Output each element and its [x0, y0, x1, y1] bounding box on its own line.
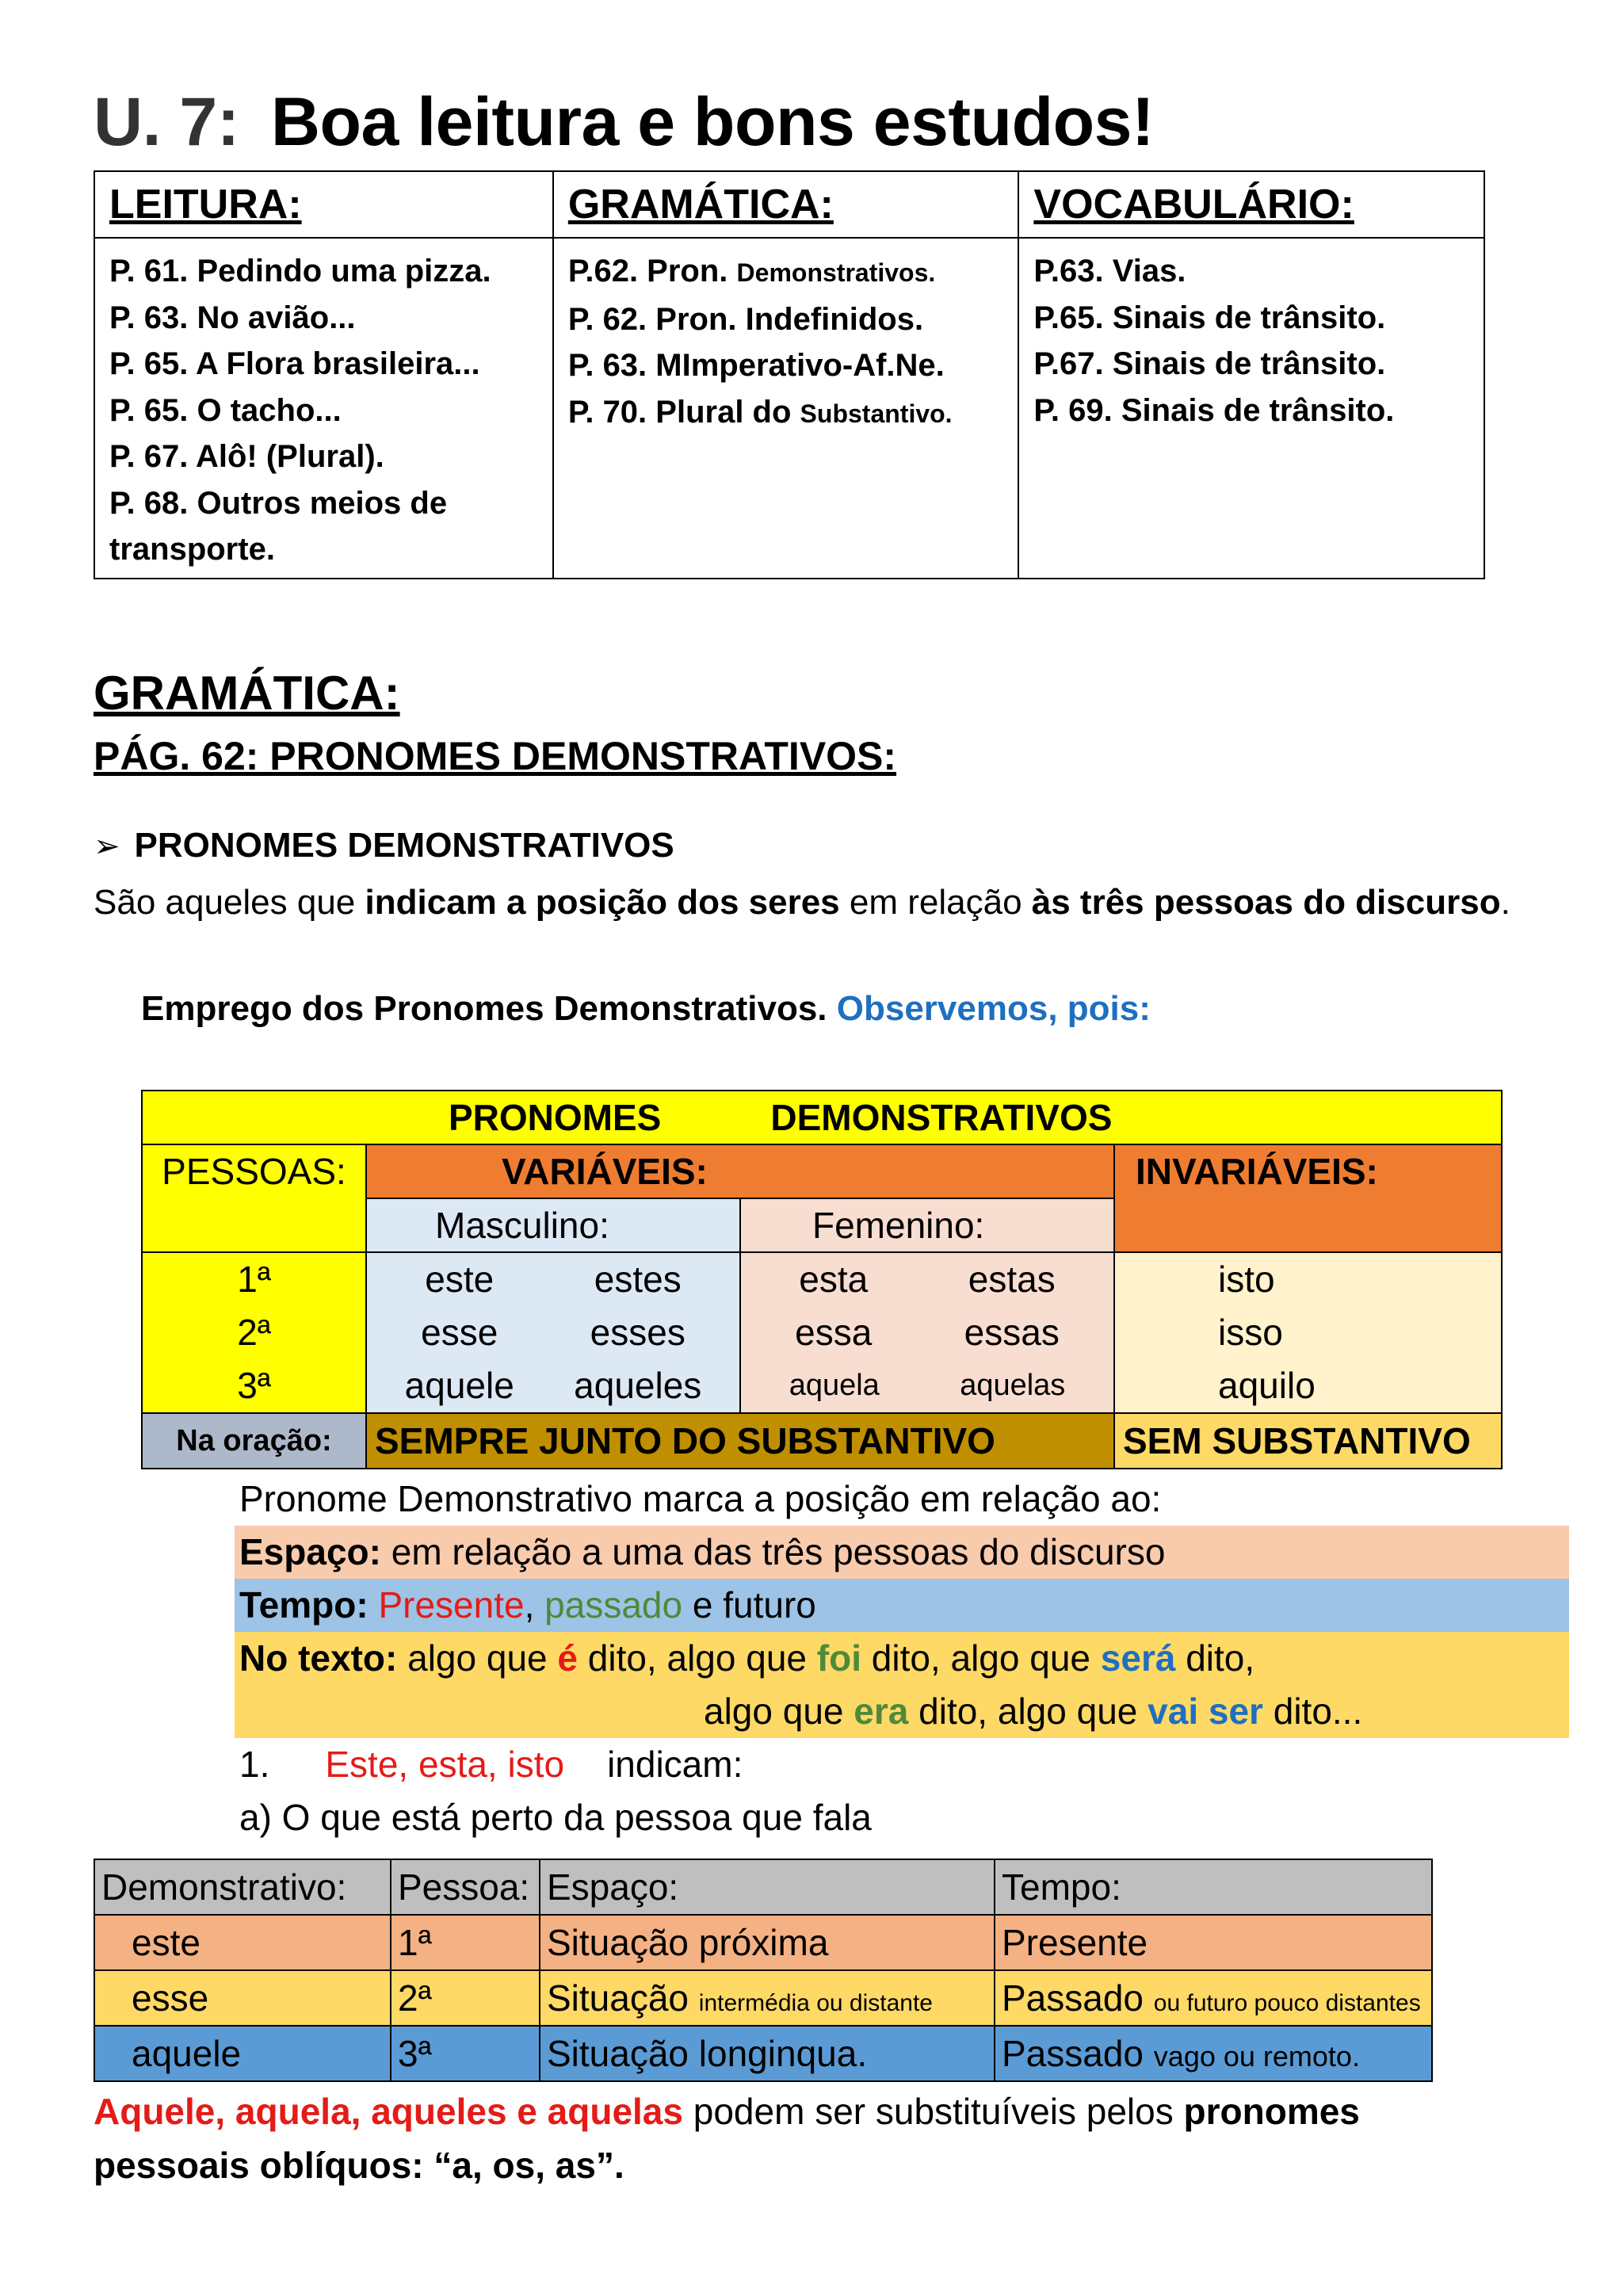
sem-substantivo: SEM SUBSTANTIVO: [1114, 1413, 1502, 1469]
marca-line: Pronome Demonstrativo marca a posição em relação ao:: [239, 1478, 1162, 1519]
arrow-bullet-icon: ➢: [94, 829, 120, 864]
unit-label: U. 7:: [94, 84, 239, 160]
list-item: P. 61. Pedindo uma pizza.: [109, 254, 491, 288]
variaveis-header: VARIÁVEIS:: [366, 1144, 1114, 1198]
list-item: P.67. Sinais de trânsito.: [1033, 346, 1386, 381]
persons-cell: 1ª 2ª 3ª: [142, 1252, 366, 1413]
section-heading: GRAMÁTICA:: [94, 667, 400, 720]
demonstrativos-table: [141, 1090, 1503, 1469]
list-item: P. 65. O tacho...: [109, 392, 342, 428]
col-header-vocabulario: VOCABULÁRIO:: [1018, 171, 1484, 238]
col-header-gramatica: GRAMÁTICA:: [553, 171, 1019, 238]
list-item: P. 65. A Flora brasileira...: [109, 346, 480, 381]
final-note: Aquele, aquela, aqueles e aquelas podem ser substituíveis pelos pronomes pessoais oblíquos: “a, os, as”.: [94, 2091, 1360, 2186]
header-espaco: Espaço:: [540, 1859, 995, 1915]
leitura-list: [94, 238, 553, 579]
table-row: aquele 3ª Situação longinqua. Passado vago ou remoto.: [94, 2026, 1432, 2081]
header-demonstrativo: Demonstrativo:: [94, 1859, 391, 1915]
vocabulario-list: [1018, 238, 1484, 579]
list-item: P. 63. MImperativo-Af.Ne.: [567, 348, 945, 383]
femenino-cell: esta estas essa essas aquela aquelas: [740, 1252, 1114, 1413]
texto-line: No texto: algo que é dito, algo que foi dito, algo que será dito, algo que era dito, algo que vai ser dito...: [235, 1632, 1569, 1738]
masculino-cell: este estes esse esses aquele aqueles: [366, 1252, 740, 1413]
invariaveis-cell: isto isso aquilo: [1114, 1252, 1502, 1413]
gramatica-list: [553, 238, 1019, 579]
table-row: esse 2ª Situação intermédia ou distante Passado ou futuro pouco distantes: [94, 1970, 1432, 2026]
table-row: este 1ª Situação próxima Presente: [94, 1915, 1432, 1970]
list-item: P.62. Pron. Demonstrativos.: [567, 254, 936, 288]
page-title: [94, 83, 1154, 162]
na-oracao-label: Na oração:: [142, 1413, 366, 1469]
header-tempo: Tempo:: [995, 1859, 1432, 1915]
list-item: P. 69. Sinais de trânsito.: [1033, 392, 1395, 428]
tempo-table: [94, 1859, 1433, 2082]
definition-paragraph: São aqueles que indicam a posição dos seres em relação às três pessoas do discurso.: [94, 883, 1510, 922]
item-a: a) O que está perto da pessoa que fala: [239, 1797, 872, 1838]
col-header-leitura: LEITURA:: [94, 171, 553, 238]
tempo-line: Tempo: Presente, passado e futuro: [235, 1579, 1569, 1632]
espaco-line: Espaço: em relação a uma das três pessoas do discurso: [235, 1526, 1569, 1579]
title-text: Boa leitura e bons estudos!: [270, 84, 1155, 160]
list-item: P. 63. No avião...: [109, 300, 356, 335]
list-item: P. 70. Plural do Substantivo.: [567, 394, 953, 430]
header-pessoa: Pessoa:: [391, 1859, 540, 1915]
masculino-header: Masculino:: [366, 1198, 740, 1252]
bullet-heading: ➢ PRONOMES DEMONSTRATIVOS: [94, 826, 674, 865]
invariaveis-header: INVARIÁVEIS:: [1114, 1144, 1502, 1252]
page-heading: PÁG. 62: PRONOMES DEMONSTRATIVOS:: [94, 734, 897, 778]
list-item: P.63. Vias.: [1033, 254, 1186, 288]
list-item: P.65. Sinais de trânsito.: [1033, 300, 1386, 335]
pessoas-header: PESSOAS:: [142, 1144, 366, 1252]
list-item: P. 68. Outros meios de transporte.: [109, 485, 448, 567]
junto-substantivo: SEMPRE JUNTO DO SUBSTANTIVO: [366, 1413, 1114, 1469]
list-item: P. 67. Alô! (Plural).: [109, 439, 384, 474]
list-item: P. 62. Pron. Indefinidos.: [567, 301, 924, 337]
femenino-header: Femenino:: [740, 1198, 1114, 1252]
item-1: 1. Este, esta, isto indicam:: [239, 1744, 743, 1785]
emprego-line: Emprego dos Pronomes Demonstrativos. Observemos, pois:: [141, 989, 1151, 1028]
table-title: PRONOMES DEMONSTRATIVOS: [142, 1091, 1502, 1144]
summary-table: [94, 170, 1485, 579]
